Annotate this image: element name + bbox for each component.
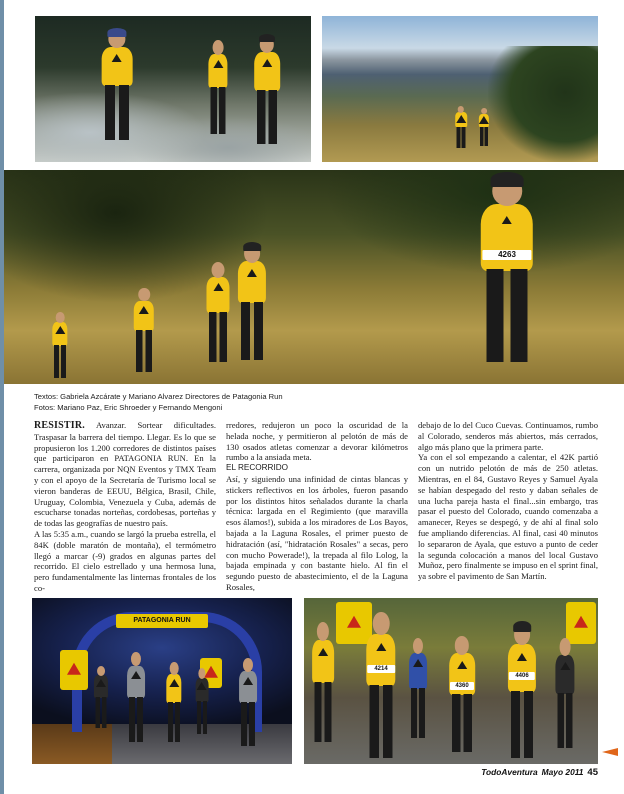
article-column-1	[34, 420, 216, 593]
runner-foreground	[466, 176, 548, 362]
issue-date: Mayo 2011	[541, 767, 584, 777]
page-number: 45	[587, 766, 598, 778]
article-paragraph: Ya con el sol empezando a calentar, el 42K partió con un nutrido pelotón de más de 250 atletas. Mientras, en el 84, Gustavo Reyes y Samuel Ayala se habían despegado del resto y daban señales de una lucha pareja hasta el final...sin embargo, tras pasar el puesto del Colorado, cuando comenzaba a amanecer, Reyes se despegó, y de ahí al final solo fue ampliando diferencias. Al final, casi 40 minutos lo separaron de Ayala, que estuvo a punto de ceder la segunda colocación a manos del local Gustavo Muñoz, pero finalmente se impuso en el sprint final, ya sobre el pavimento de San Martín.	[418, 452, 598, 582]
runner	[358, 612, 404, 758]
runner	[93, 30, 141, 140]
article-column-2	[226, 420, 408, 590]
runner	[550, 638, 580, 748]
runner	[203, 40, 233, 134]
runner	[404, 638, 432, 738]
photo-night-start-arch	[32, 598, 292, 764]
credits-texts: Textos: Gabriela Azcárate y Mariano Alvarez Directores de Patagonia Run	[34, 392, 283, 401]
tree-silhouette	[488, 46, 598, 162]
article-paragraph: A las 5:35 a.m., cuando se largó la prueba estrella, el 84K (doble maratón de montaña), el termómetro llegó a marcar (-9) grados en algunas partes del recorrido. El cielo estrellado y una hermosa luna, pero fundamentalmente las linternas frontales de los co-	[34, 528, 216, 593]
runner	[128, 288, 160, 372]
article-paragraph: Así, y siguiendo una infinidad de cintas blancas y stickers reflectivos en los árboles, fueron pasando por los distintos hitos señalados durante la charla técnica: largada en el Regimiento (que maravilla esos álamos!), subida a los miradores de Los Bayos, bajada a la Laguna Rosales, el primer puesto de hidratación (así, "hidratación Rosales" a secas, pero con mucho Powerade!), la trepada al filo Lolog, la bajada empinada y con bastante hielo. Al fin el segundo puesto de abastecimiento, el de la Laguna Rosales,	[226, 473, 408, 592]
bib-number: 4263	[482, 250, 531, 260]
runner	[234, 658, 262, 746]
runner	[452, 106, 470, 148]
page-footer	[481, 766, 598, 778]
photo-frosty-trail-runners	[35, 16, 311, 162]
photo-mountain-landscape	[322, 16, 598, 162]
runner	[306, 622, 340, 742]
arch-banner: PATAGONIA RUN	[116, 614, 208, 628]
section-heading: EL RECORRIDO	[226, 463, 289, 473]
runner	[90, 666, 112, 728]
bib-number: 4406	[509, 672, 535, 680]
article-paragraph: rredores, redujeron un poco la oscuridad de la helada noche, y permitieron al pelotón de más de 130 osados atletas comenzar a devorar kilómetros rumbo a la ansiada meta.	[226, 420, 408, 463]
triangle-logo-sign	[60, 650, 88, 690]
runner	[192, 668, 212, 734]
runner	[122, 652, 150, 742]
article-paragraph: debajo de lo del Cuco Cuevas. Continuamos, rumbo al Colorado, senderos más abiertos, más cerrados, algo más plano que la primera parte.	[418, 420, 598, 452]
magazine-name: TodoAventura	[481, 767, 538, 777]
article-paragraph: RESISTIR. Avanzar. Sortear dificultades. Traspasar la barrera del tiempo. Llegar. Es lo que se propusieron los 1.200 corredores de distintos países que participaron en PATAGONIA RUN. En la carrera, organizada por NQN Eventos y TMX Team y con el apoyo de la Secretaría de Turismo local se vieron banderas de EEUU, Bélgica, Brasil, Chile, Uruguay, Colombia, Venezuela y Cuba, además de escucharse tonadas norteñas, cordobesas, porteñas y de todas las geografías de nuestro país.	[34, 420, 216, 529]
runner	[48, 312, 72, 378]
photo-credits	[34, 392, 594, 413]
photo-hillside-runners	[4, 170, 624, 384]
runner	[230, 244, 274, 360]
bib-number: 4214	[367, 665, 395, 673]
photo-runners-crowd	[304, 598, 598, 764]
bib-number: 4360	[450, 682, 474, 690]
lead-word: RESISTIR.	[34, 420, 85, 431]
runner	[500, 624, 544, 758]
runner	[247, 36, 287, 144]
page-corner-arrow-icon	[602, 748, 618, 756]
runner	[476, 108, 492, 146]
runner	[162, 662, 186, 742]
left-edge-strip	[0, 0, 4, 794]
runner	[442, 636, 482, 752]
credits-photos: Fotos: Mariano Paz, Eric Shroeder y Fernando Mengoni	[34, 402, 223, 412]
article-column-3	[418, 420, 598, 590]
